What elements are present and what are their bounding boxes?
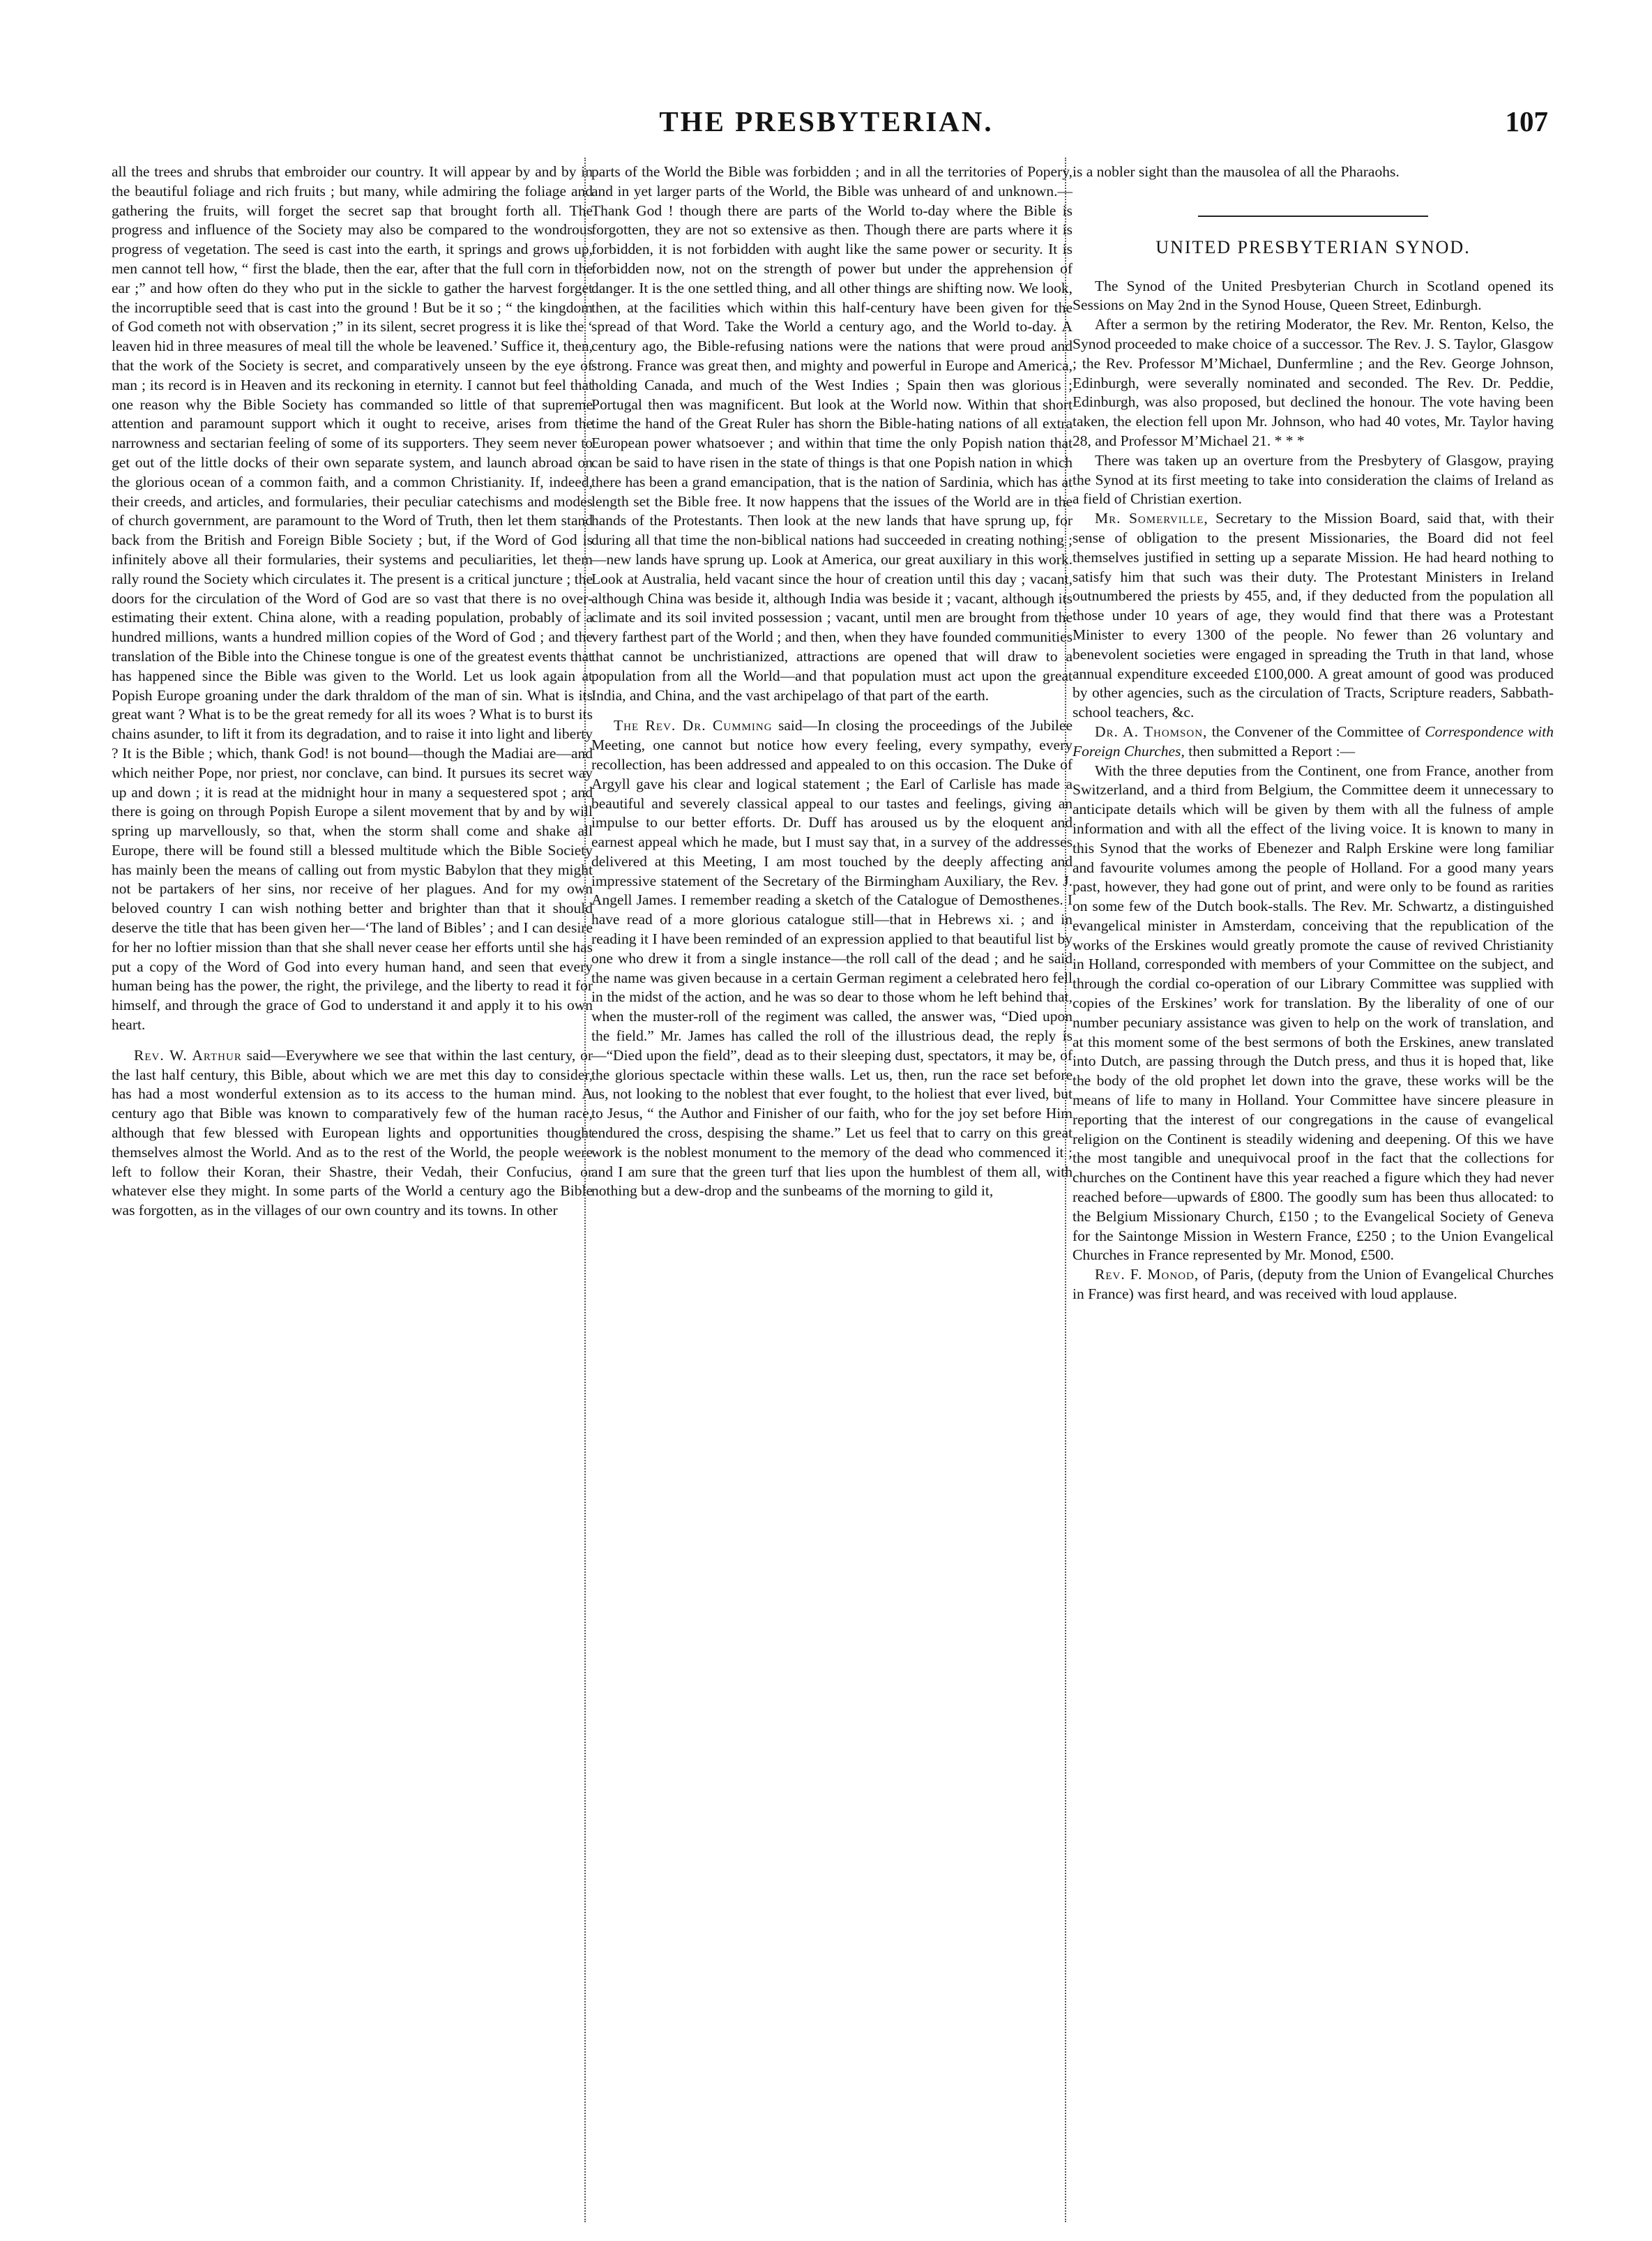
paragraph: all the trees and shrubs that embroider our country. It will appear by and by in the beautiful foliage and rich fruits ; but many, while admiring the foliage and gathering the fruits, will forget the secret sap that brought forth all. The progress and influence of the Society may also be compared to the wondrous progress of vegetation. The seed is cast into the earth, it springs and grows up, men cannot tell how, “ first the blade, then the ear, after that the full corn in the ear ;” and how often do they who put in the sickle to gather the harvest forget the incorruptible seed that is cast into the ground ! But be it so ; “ the kingdom of God cometh not with observation ;” in its silent, secret progress it is like the ‘ leaven hid in three measures of meal till the whole be leavened.’ Suffice it, then, that the work of the Society is secret, and comparatively unseen by the eye of man ; its record is in Heaven and its reckoning in eternity. I cannot but feel that one reason why the Bible Society has commanded so little of that supreme attention and paramount support which it ought to receive, arises from the narrowness and sectarian feeling of some of its supporters. They seem never to get out of the little docks of their own separate system, and launch abroad on the glorious ocean of a common faith, and a common Christianity. If, indeed, their creeds, and articles, and formularies, their peculiar catechisms and modes of church government, are paramount to the Word of Truth, then let them stand back from the British and Foreign Bible Society ; but, if the Word of God is infinitely above all their formularies, their systems and peculiarities, let them rally round the Society which circulates it. The present is a critical juncture ; the doors for the circulation of the Word of God are so vast that there is no over-estimating their extent. China alone, with a reading population, probably of a hundred millions, wants a hundred million copies of the Word of God ; and the translation of the Bible into the Chinese tongue is one of the greatest events that has happened since the Bible was given to the World. Let us look again at Popish Europe groaning under the dark thraldom of the man of sin. What is its great want ? What is to be the great remedy for all its woes ? What is to burst its chains asunder, to lift it from its degradation, and to raise it into light and liberty ? It is the Bible ; which, thank God! is not bound—though the Madiai are—and which neither Pope, nor priest, nor conclave, can bind. It pursues its secret way up and down ; it is read at the midnight hour in many a sequestered spot ; and there is going on through Popish Europe a silent movement that by and by will spring up marvellously, so that, when the storm shall come and shake all Europe, there will be found still a blessed multitude which the Bible Society has mainly been the means of calling out from mystic Babylon that they might not be partakers of her sins, nor receive of her plagues. And for my own beloved country I can wish nothing better and brighter than that it should deserve the title that has been given her—‘The land of Bibles’ ; and I can desire for her no loftier mission than that she shall never cease her efforts until she has put a copy of the Word of God into every human hand, and seen that every human being has the power, the right, the privilege, and the liberty to read it for himself, and through the grace of God to understand it and apply it to his own heart. — [112, 163, 593, 1034]
paragraph — [112, 1046, 593, 1221]
speaker-name: Rev. F. Monod, — [1095, 1266, 1199, 1283]
speaker-name: Dr. A. Thomson, — [1095, 723, 1208, 740]
paragraph: The Synod of the United Presbyterian Church in Scotland opened its Sessions on May 2nd in the Synod House, Queen Street, Edinburgh. — [1073, 277, 1554, 314]
page-number: 107 — [1505, 105, 1548, 137]
paragraph — [1073, 723, 1554, 762]
paragraph — [591, 716, 1073, 1201]
paragraph: There was taken up an overture from the Presbytery of Glasgow, praying the Synod at its first meeting to take into consideration the claims of Ireland as a field of Christian exertion. — [1073, 451, 1554, 508]
paragraph-text: the Convener of the Committee of — [1207, 723, 1425, 740]
paragraph: parts of the World the Bible was forbidden ; and in all the territories of Popery, and in yet larger parts of the World, the Bible was unheard of and unknown.—Thank God ! though there are parts of the World to-day where the Bible is forgotten, they are not so extensive as then. Though there are parts where it is forbidden, it is not forbidden with aught like the same power or security. It is forbidden now, not on the strength of power but under the apprehension of danger. It is the one settled thing, and all other things are shifting now. We look, then, at the facilities which within this half-century have been given for the spread of that Word. Take the World a century ago, and the World to-day. A century ago, the Bible-refusing nations were the nations that were proud and strong. France was great then, and mighty and powerful in Europe and America, holding Canada, and much of the West Indies ; Spain then was glorious ; Portugal then was magnificent. But look at the World now. Within that short time the hand of the Great Ruler has shorn the Bible-hating nations of all extra European power whatsoever ; and within that time the only Popish nation that can be said to have risen in the state of things is that one Popish nation in which there has been a grand emancipation, that is the nation of Sardinia, which has at length set the Bible free. It now happens that the issues of the World are in the hands of the Protestants. Then look at the new lands that have sprung up, for during all that time the non-biblical nations had succeeded in creating nothing ;—new lands have sprung up. Look at America, our great auxiliary in this work. Look at Australia, held vacant since the hour of creation until this day ; vacant, although China was beside it, although India was beside it ; vacant, although its climate and its soil invited possession ; vacant, until men are brought from the very farthest part of the World ; and then, when they have founded communities that cannot be unchristianized, attractions are opened that will draw to a population from all the World—and that population must act upon the great India, and China, and the vast archipelago of that part of the earth. — [591, 163, 1073, 704]
committee-name: Correspondence with Foreign Churches, — [1073, 723, 1554, 760]
paragraph — [1073, 509, 1554, 723]
paragraph-text: Secretary to the Mission Board, said that, with their sense of obligation to the present Missionaries, the Board did not feel themselves justified in setting up a separate Mission. He had heard nothing to satisfy him that such was their duty. The Protestant Ministers in Ireland outnumbered the priests by 455, and, if they deducted from the population all those under 10 years of age, they would find that there was a Protestant Minister to every 1300 of the people. No fewer than 26 voluntary and benevolent societies were engaged in spreading the Truth in that land, whose annual expenditure exceeded £100,000. A great amount of good was produced by other agencies, such as the circulation of Tracts, Scripture readers, Sabbath-school teachers, &c. — [1073, 510, 1554, 721]
paragraph-text: of Paris, (deputy from the Union of Evangelical Churches in France) was first heard, and was received with loud applause. — [1073, 1266, 1554, 1303]
paragraph: After a sermon by the retiring Moderator, the Rev. Mr. Renton, Kelso, the Synod proceeded to make choice of a successor. The Rev. J. S. Taylor, Glasgow ; the Rev. Professor M’Michael, Dunfermline ; and the Rev. George Johnson, Edinburgh, were severally nominated and seconded. The Rev. Dr. Peddie, Edinburgh, was also proposed, but declined the honour. The vote having been taken, the election fell upon Mr. Johnson, who had 40 votes, Mr. Taylor having 28, and Professor M’Michael 21. * * * — [1073, 316, 1554, 449]
column-1 — [112, 163, 593, 1221]
page-header — [105, 105, 1548, 146]
paragraph-text: then submitted a Report :— — [1184, 742, 1356, 760]
column-2 — [591, 163, 1073, 1201]
speaker-name: Mr. Somerville, — [1095, 510, 1208, 527]
section-heading: UNITED PRESBYTERIAN SYNOD. — [1155, 236, 1471, 257]
paragraph — [1073, 1265, 1554, 1304]
paragraph: is a nobler sight than the mausolea of all the Pharaohs. — [1073, 163, 1400, 180]
paragraph-text: said—In closing the proceedings of the Jubilee Meeting, one cannot but notice how every feeling, every sympathy, every recollection, has been addressed and appealed to on this occasion. The Duke of Argyll gave his clear and logical statement ; the Earl of Carlisle has made a beautiful and severely classical appeal to our tastes and feelings, giving an impulse to our better efforts. Dr. Duff has aroused us by the eloquent and earnest appeal which he made, but I must say that, in a survey of the addresses delivered at this Meeting, I am most touched by the deeply affecting and impressive statement of the Secretary of the Birmingham Auxiliary, the Rev. J. Angell James. I remember reading a sketch of the Catalogue of Demosthenes. I have read of a more glorious catalogue still—that in Hebrews xi. ; and in reading it I have been reminded of an expression applied to that beautiful list by one who drew it from a single instance—the roll call of the dead ; and he said the name was given because in a certain German regiment a celebrated hero fell in the midst of the action, and he was so dear to those whom he left behind that, when the muster-roll of the regiment was called, the answer was, “Died upon the field.” Mr. James has called the roll of the illustrious dead, the reply is—“Died upon the field”, dead as to their sleeping dust, spectators, it may be, of the glorious spectacle within these walls. Let us, then, run the race set before us, not looking to the noblest that ever fought, to the holiest that ever lived, but to Jesus, “ the Author and Finisher of our faith, who for the joy set before Him endured the cross, despising the shame.” Let us feel that to carry on this great work is the noblest monument to the memory of the dead who commenced it ; and I am sure that the green turf that lies upon the humblest of them all, with nothing but a dew-drop and the sunbeams of the morning to gild it, — [591, 717, 1073, 1200]
column-3 — [1073, 163, 1554, 1304]
paragraph: With the three deputies from the Continent, one from France, another from Switzerland, and a third from Belgium, the Committee deem it unnecessary to anticipate details which will be given by them with all the fulness of ample information and with all the effect of the living voice. It is known to many in this Synod that the works of Ebenezer and Ralph Erskine were long familiar and favourite volumes among the people of Holland. For a good many years past, however, they had gone out of print, and were only to be found as rarities on some few of the Dutch book-stalls. The Rev. Mr. Schwartz, a distinguished evangelical minister in Amsterdam, conceiving that the republication of the works of the Erskines would greatly promote the cause of revived Christianity in Holland, corresponded with members of your Committee on the subject, and through the cordial co-operation of our Library Committee was supplied with copies of the Erskines’ work for translation. By the liberality of one of our number pecuniary assistance was given to help on the work of translation, and at this moment some of the best sermons of both the Erskines, anew translated into Dutch, are passing through the Dutch press, and thus it is hoped that, like the body of the old prophet let down into the grave, these works will be the means of life to many in Holland. Your Committee have sincere pleasure in reporting that the interest of our congregations in the cause of evangelical religion on the Continent is steadily widening and deepening. Of this we have the most tangible and unequivocal proof in the fact that the collections for churches on the Continent have this year reached a figure which they had never reached before—upwards of £800. The goodly sum has been thus allocated: to the Belgium Missionary Church, £150 ; to the Evangelical Society of Geneva for the Saintonge Mission in Western France, £250 ; to the Union Evangelical Churches in France represented by Mr. Monod, £500. — [1073, 762, 1554, 1264]
running-title: THE PRESBYTERIAN. — [659, 105, 994, 137]
speaker-name: The Rev. Dr. Cumming — [614, 717, 773, 734]
paragraph-text: said—Everywhere we see that within the last century, or the last half century, this Bible, about which we are met this day to consider, has had a most wonderful extension as to its access to the human mind. A century ago that Bible was known to comparatively few of the human race, although that few blessed with European lights and opportunities thought themselves almost the World. And as to the rest of the World, the people were left to follow their Koran, their Shastre, their Vedah, their Confucius, or whatever else they might. In some parts of the World a century ago the Bible was forgotten, as in the villages of our own country and its towns. In other — [112, 1046, 593, 1219]
speaker-name: Rev. W. Arthur — [134, 1046, 242, 1064]
section-rule — [1198, 216, 1428, 217]
